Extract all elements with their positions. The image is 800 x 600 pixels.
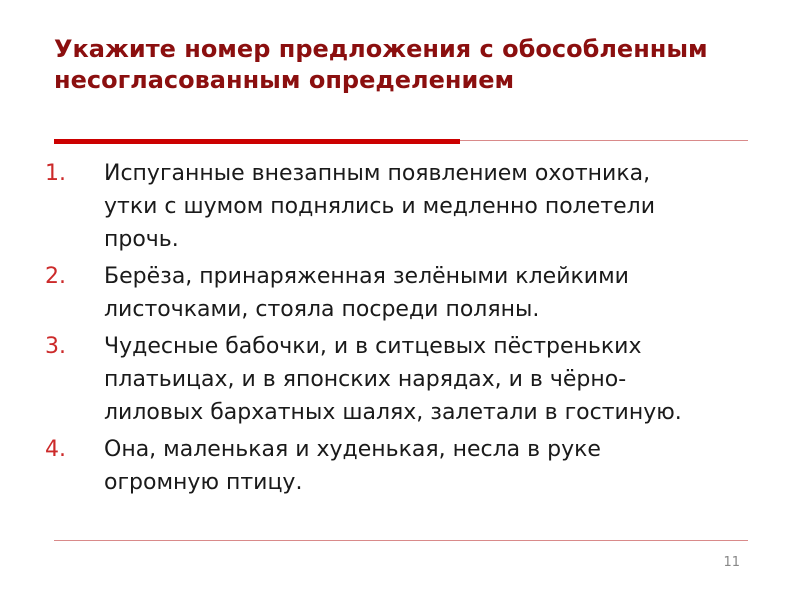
- sentence-text: Она, маленькая и худенькая, несла в руке огромную птицу.: [104, 437, 601, 495]
- sentence-number: 4.: [45, 437, 66, 462]
- sentence-number: 2.: [45, 264, 66, 289]
- title-accent-bar: [54, 139, 460, 144]
- sentence-text: Чудесные бабочки, и в ситцевых пёстреньких платьицах, и в японских нарядах, и в чёрно-лиловых бархатных шалях, залетали в гостиную.: [104, 334, 682, 425]
- sentence-item: [0, 157, 704, 256]
- footer-divider-line: [54, 540, 748, 541]
- sentence-text: Испуганные внезапным появлением охотника, утки с шумом поднялись и медленно полетели прочь.: [104, 161, 655, 252]
- sentence-text: Берёза, принаряженная зелёными клейкими листочками, стояла посреди поляны.: [104, 264, 629, 322]
- sentence-item: [0, 433, 704, 499]
- slide-title: Укажите номер предложения с обособленным несогласованным определением: [54, 35, 708, 94]
- sentence-item: [0, 330, 704, 429]
- sentence-number: 1.: [45, 161, 66, 186]
- sentence-number: 3.: [45, 334, 66, 359]
- sentence-item: [0, 260, 704, 326]
- sentence-list: [0, 157, 800, 503]
- page-number: 11: [723, 555, 740, 570]
